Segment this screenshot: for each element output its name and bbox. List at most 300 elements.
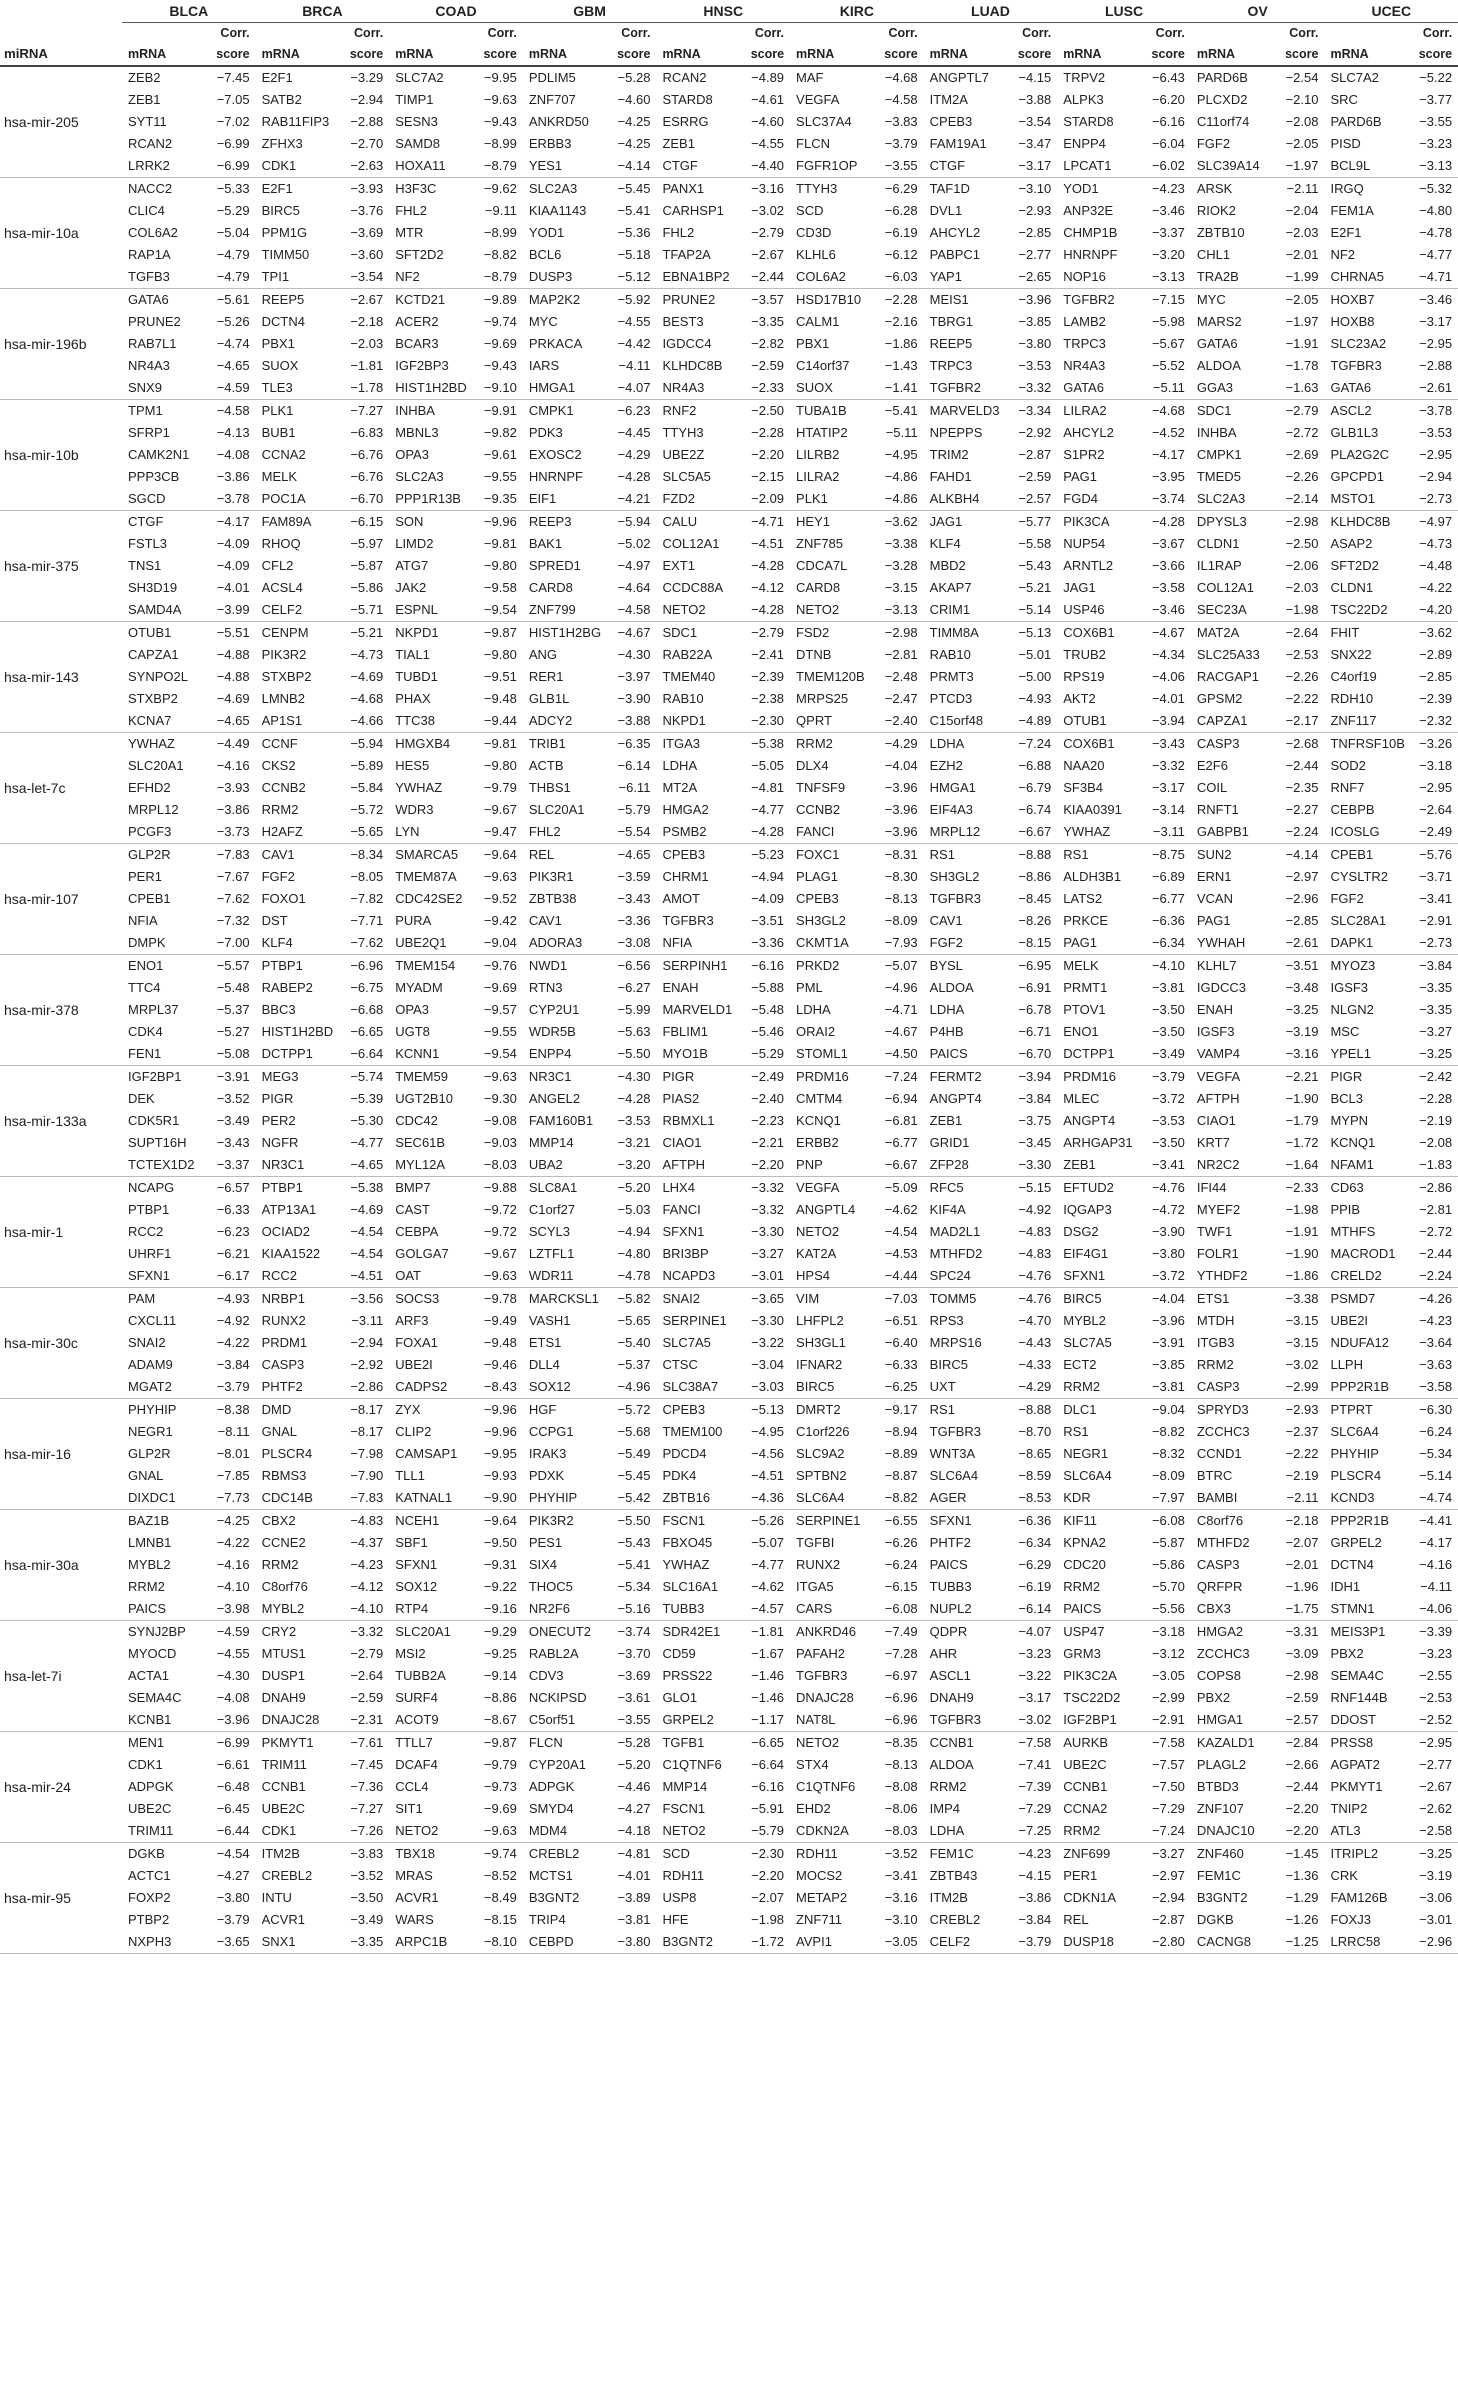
corr-score: −2.61 <box>1410 377 1458 400</box>
corr-score: −4.07 <box>1018 1624 1052 1639</box>
blank-header-cell <box>1057 23 1143 44</box>
corr-score: −2.92 <box>1018 425 1052 440</box>
corr-score: −4.71 <box>884 1002 918 1017</box>
mrna-gene: CEBPD <box>523 1931 609 1954</box>
mrna-gene: CYP20A1 <box>528 1757 586 1772</box>
mrna-gene: RDH10 <box>1330 691 1374 706</box>
corr-score: −6.02 <box>1143 155 1191 178</box>
corr-score: −9.16 <box>475 1598 523 1621</box>
corr-score: −2.72 <box>1285 425 1319 440</box>
corr-score: −6.51 <box>884 1313 918 1328</box>
corr-score: −9.96 <box>483 1424 517 1439</box>
corr-score: −3.17 <box>1018 1690 1052 1705</box>
mrna-gene: SIX4 <box>528 1557 558 1572</box>
mrna-gene: CTGF <box>656 155 742 178</box>
corr-score: −4.76 <box>1151 1180 1185 1195</box>
mrna-gene: FHIT <box>1330 625 1360 640</box>
corr-score: −4.37 <box>350 1535 384 1550</box>
mrna-gene: NDUFA12 <box>1330 1335 1389 1350</box>
table-row <box>0 844 1458 867</box>
corr-score: −5.45 <box>617 1468 651 1483</box>
corr-score: −6.16 <box>751 1779 785 1794</box>
mrna-gene: PRKD2 <box>796 958 840 973</box>
mrna-gene: SFXN1 <box>122 1265 208 1288</box>
corr-score: −8.79 <box>475 266 523 289</box>
corr-score: −3.28 <box>884 558 918 573</box>
mrna-gene: C8orf76 <box>1196 1513 1244 1528</box>
corr-score: −3.15 <box>1285 1335 1319 1350</box>
corr-score: −4.88 <box>216 669 250 684</box>
corr-score: −9.63 <box>475 1265 523 1288</box>
mrna-gene: RDH11 <box>662 1868 705 1883</box>
corr-score: −1.36 <box>1285 1868 1319 1883</box>
mrna-gene: NR2F6 <box>523 1598 609 1621</box>
mrna-gene: TIAL1 <box>395 647 430 662</box>
corr-score: −9.63 <box>483 869 517 884</box>
corr-score: −3.51 <box>1285 958 1319 973</box>
corr-score: −4.93 <box>216 1291 250 1306</box>
mrna-gene: PAM <box>128 1291 156 1306</box>
mrna-gene: TMEM154 <box>395 958 456 973</box>
mrna-gene: KPNA2 <box>1063 1535 1106 1550</box>
corr-score: −5.68 <box>617 1424 651 1439</box>
mrna-gene: BAZ1B <box>128 1513 170 1528</box>
table-row <box>0 377 1458 400</box>
corr-score: −3.86 <box>1018 1890 1052 1905</box>
corr-score: −3.26 <box>1419 736 1453 751</box>
mrna-gene: MYC <box>1196 292 1226 307</box>
mrna-gene: FGF2 <box>1196 136 1231 151</box>
mrna-gene: POC1A <box>256 488 342 511</box>
blank-header-cell <box>1324 23 1410 44</box>
mrna-gene: NKPD1 <box>395 625 439 640</box>
corr-score: −3.73 <box>208 821 256 844</box>
mrna-gene: GABPB1 <box>1191 821 1277 844</box>
mrna-gene: NUP54 <box>1063 536 1106 551</box>
corr-score: −9.46 <box>483 1357 517 1372</box>
corr-score: −9.03 <box>483 1135 517 1150</box>
corr-score: −2.59 <box>1018 469 1052 484</box>
mrna-gene: SLC9A2 <box>796 1446 845 1461</box>
corr-score: −6.97 <box>884 1668 918 1683</box>
corr-score: −4.16 <box>1419 1557 1453 1572</box>
corr-score: −6.99 <box>208 155 256 178</box>
corr-score: −3.52 <box>216 1091 250 1106</box>
mrna-gene: CTSC <box>662 1357 698 1372</box>
corr-score: −4.95 <box>884 447 918 462</box>
corr-score: −3.85 <box>1151 1357 1185 1372</box>
corr-score: −4.69 <box>350 669 384 684</box>
mrna-gene: BEST3 <box>662 314 704 329</box>
cancer-header-kirc: KIRC <box>790 0 924 23</box>
mrna-gene: JAG1 <box>929 514 963 529</box>
corr-score: −3.65 <box>208 1931 256 1954</box>
mrna-gene: FOXO1 <box>261 891 306 906</box>
mrna-gene: MARVELD1 <box>662 1002 733 1017</box>
corr-score: −3.80 <box>1151 1246 1185 1261</box>
corr-score: −7.97 <box>1143 1487 1191 1510</box>
mrna-gene: ACOT9 <box>389 1709 475 1732</box>
corr-score: −2.94 <box>350 92 384 107</box>
corr-score: −6.56 <box>617 958 651 973</box>
mrna-gene: CRIM1 <box>924 599 1010 622</box>
mrna-gene: KIAA1143 <box>528 203 587 218</box>
corr-score: −9.48 <box>483 1335 517 1350</box>
blank-header-cell <box>122 23 208 44</box>
mirna-name: hsa-mir-30c <box>0 1288 122 1399</box>
corr-score: −5.63 <box>617 1024 651 1039</box>
corr-score: −5.88 <box>751 980 785 995</box>
corr-score: −4.94 <box>751 869 785 884</box>
corr-score: −5.36 <box>617 225 651 240</box>
mrna-gene: AHCYL2 <box>929 225 981 240</box>
corr-score: −4.68 <box>1151 403 1185 418</box>
cancer-header-coad: COAD <box>389 0 523 23</box>
corr-score: −4.30 <box>617 647 651 662</box>
corr-score: −4.55 <box>617 314 651 329</box>
mrna-gene: SGCD <box>122 488 208 511</box>
mrna-gene: PAG1 <box>1057 932 1143 955</box>
mrna-gene: RS1 <box>1063 1424 1089 1439</box>
mrna-gene: BYSL <box>929 958 963 973</box>
mrna-gene: DNAJC28 <box>796 1690 854 1705</box>
mrna-gene: PANX1 <box>662 181 705 196</box>
corr-score: −4.65 <box>342 1154 390 1177</box>
corr-score: −9.74 <box>483 314 517 329</box>
mrna-gene: MRPS25 <box>796 691 849 706</box>
corr-score: −2.95 <box>1419 1735 1453 1750</box>
mrna-gene: HMGA1 <box>523 377 609 400</box>
table-row <box>0 755 1458 777</box>
mrna-gene: PTCD3 <box>929 691 973 706</box>
mrna-gene: B3GNT2 <box>656 1931 742 1954</box>
corr-score: −4.22 <box>1419 580 1453 595</box>
mrna-gene: KRT7 <box>1196 1135 1230 1150</box>
corr-score: −3.19 <box>1285 1024 1319 1039</box>
corr-score: −5.01 <box>1018 647 1052 662</box>
corr-score: −3.53 <box>1419 425 1453 440</box>
corr-score: −1.46 <box>751 1668 785 1683</box>
mrna-gene: KCND3 <box>1324 1487 1410 1510</box>
mrna-gene: MRAS <box>395 1868 433 1883</box>
mrna-gene: CLDN1 <box>1330 580 1374 595</box>
corr-score: −9.62 <box>483 181 517 196</box>
mrna-gene: GPSM2 <box>1196 691 1243 706</box>
corr-score: −3.78 <box>1419 403 1453 418</box>
corr-score: −6.08 <box>876 1598 924 1621</box>
mrna-gene: JAK2 <box>395 580 427 595</box>
corr-score: −2.95 <box>1419 336 1453 351</box>
corr-score: −3.16 <box>751 181 785 196</box>
corr-score: −9.73 <box>483 1779 517 1794</box>
mrna-gene: SFXN1 <box>929 1513 972 1528</box>
mrna-gene: CYSLTR2 <box>1330 869 1389 884</box>
corr-score: −9.49 <box>483 1313 517 1328</box>
corr-score: −4.74 <box>216 336 250 351</box>
corr-score: −5.50 <box>609 1043 657 1066</box>
corr-score: −6.34 <box>1018 1535 1052 1550</box>
corr-score: −6.65 <box>350 1024 384 1039</box>
mrna-gene: DNAH9 <box>929 1690 974 1705</box>
mrna-gene: TSC22D2 <box>1324 599 1410 622</box>
mrna-gene: SNX22 <box>1330 647 1372 662</box>
corr-score: −3.96 <box>876 821 924 844</box>
mrna-gene: HEY1 <box>796 514 831 529</box>
mrna-gene: SON <box>395 514 424 529</box>
corr-score: −2.84 <box>1285 1735 1319 1750</box>
corr-score: −7.93 <box>876 932 924 955</box>
mrna-gene: MYADM <box>395 980 443 995</box>
corr-score: −3.54 <box>342 266 390 289</box>
mrna-gene: CDKN1A <box>1063 1890 1117 1905</box>
mrna-gene: PPP2R1B <box>1330 1513 1390 1528</box>
mrna-gene: TRIM2 <box>929 447 969 462</box>
corr-score: −5.40 <box>617 1335 651 1350</box>
corr-score: −2.37 <box>1285 1424 1319 1439</box>
mrna-gene: TIMM50 <box>261 247 310 262</box>
mirna-name: hsa-mir-16 <box>0 1399 122 1510</box>
mrna-gene: SCYL3 <box>528 1224 571 1239</box>
mrna-gene: RRM2 <box>261 802 299 817</box>
mrna-gene: MRPS16 <box>929 1335 982 1350</box>
mrna-gene: MTR <box>395 225 424 240</box>
mrna-gene: RAB7L1 <box>128 336 177 351</box>
mrna-gene: CLDN1 <box>1196 536 1240 551</box>
corr-score: −8.03 <box>876 1820 924 1843</box>
corr-score: −9.63 <box>475 1820 523 1843</box>
mrna-gene: EFTUD2 <box>1063 1180 1114 1195</box>
mrna-gene: RRM2 <box>1057 1820 1143 1843</box>
mrna-gene: PLAGL2 <box>1196 1757 1247 1772</box>
mrna-gene: NF2 <box>1330 247 1356 262</box>
corr-score: −5.71 <box>342 599 390 622</box>
corr-score: −1.46 <box>751 1690 785 1705</box>
corr-score: −3.32 <box>1010 377 1058 400</box>
mrna-gene: TRUB2 <box>1063 647 1106 662</box>
mrna-gene: STX4 <box>796 1757 829 1772</box>
mrna-gene: CRELD2 <box>1324 1265 1410 1288</box>
mirna-name: hsa-mir-205 <box>0 66 122 178</box>
mrna-gene: ZNF799 <box>523 599 609 622</box>
mrna-gene: CASP3 <box>1196 1557 1240 1572</box>
mrna-gene: COL6A2 <box>128 225 178 240</box>
corr-score: −5.41 <box>617 1557 651 1572</box>
corr-score: −3.35 <box>342 1931 390 1954</box>
corr-score: −5.77 <box>1018 514 1052 529</box>
corr-score: −5.72 <box>617 1402 651 1417</box>
corr-score: −5.28 <box>617 1735 651 1750</box>
mrna-gene: NCAPD3 <box>656 1265 742 1288</box>
corr-score: −7.29 <box>1151 1801 1185 1816</box>
mrna-gene: GRID1 <box>929 1135 970 1150</box>
corr-score: −4.83 <box>1018 1246 1052 1261</box>
corr-score: −1.26 <box>1285 1912 1319 1927</box>
table-row <box>0 311 1458 333</box>
blank-header-cell <box>389 23 475 44</box>
corr-score: −5.03 <box>617 1202 651 1217</box>
mrna-gene: LDHA <box>796 1002 831 1017</box>
corr-score: −5.98 <box>1151 314 1185 329</box>
corr-score: −9.63 <box>483 92 517 107</box>
mrna-gene: SMARCA5 <box>395 847 459 862</box>
corr-score: −3.81 <box>1143 1376 1191 1399</box>
mrna-gene: PSMB2 <box>656 821 742 844</box>
corr-score: −6.08 <box>1151 1513 1185 1528</box>
mrna-gene: ANKRD50 <box>528 114 589 129</box>
table-row <box>0 910 1458 932</box>
mrna-gene: ACVR1 <box>261 1912 305 1927</box>
mrna-gene: NR4A3 <box>1063 358 1106 373</box>
mrna-gene: CAV1 <box>261 847 295 862</box>
corr-score: −3.25 <box>1410 1043 1458 1066</box>
mrna-gene: PIAS2 <box>662 1091 700 1106</box>
mrna-gene: SLC2A3 <box>528 181 578 196</box>
mrna-gene: EZH2 <box>929 758 963 773</box>
mrna-gene: CAV1 <box>528 913 562 928</box>
mrna-gene: CHRNA5 <box>1324 266 1410 289</box>
corr-score: −2.20 <box>751 447 785 462</box>
corr-score: −2.20 <box>742 1154 790 1177</box>
mrna-gene: ANGEL2 <box>528 1091 581 1106</box>
corr-score: −4.36 <box>742 1487 790 1510</box>
mrna-gene: CALU <box>662 514 698 529</box>
corr-score: −5.86 <box>1151 1557 1185 1572</box>
mrna-gene: BCL6 <box>528 247 562 262</box>
mrna-gene: PLSCR4 <box>261 1446 313 1461</box>
corr-score: −6.24 <box>1419 1424 1453 1439</box>
corr-score: −2.20 <box>751 1868 785 1883</box>
mrna-gene: ETS1 <box>1196 1291 1230 1306</box>
table-header <box>0 0 1458 66</box>
corr-score: −4.43 <box>1018 1335 1052 1350</box>
mrna-gene: FGD4 <box>1057 488 1143 511</box>
mrna-gene: NFIA <box>656 932 742 955</box>
corr-score: −3.25 <box>1285 1002 1319 1017</box>
mrna-gene: RPS3 <box>929 1313 964 1328</box>
corr-score: −4.77 <box>1419 247 1453 262</box>
corr-score: −6.40 <box>884 1335 918 1350</box>
mrna-gene: CCNB2 <box>261 780 306 795</box>
corr-score: −7.00 <box>208 932 256 955</box>
mrna-gene: UXT <box>924 1376 1010 1399</box>
corr-score: −4.51 <box>342 1265 390 1288</box>
corr-score: −3.35 <box>751 314 785 329</box>
corr-score: −4.28 <box>1151 514 1185 529</box>
mrna-gene: ZNF107 <box>1196 1801 1244 1816</box>
corr-score: −3.94 <box>1143 710 1191 733</box>
corr-score: −2.23 <box>751 1113 785 1128</box>
mrna-gene: NUPL2 <box>924 1598 1010 1621</box>
corr-score: −3.86 <box>216 802 250 817</box>
corr-score: −6.64 <box>751 1757 785 1772</box>
corr-score: −6.89 <box>1151 869 1185 884</box>
mirna-name: hsa-mir-375 <box>0 511 122 622</box>
mrna-gene: COL12A1 <box>662 536 720 551</box>
corr-score: −7.45 <box>216 70 250 85</box>
corr-score: −5.41 <box>617 203 651 218</box>
mrna-gene: FGF2 <box>1330 891 1364 906</box>
corr-score: −7.82 <box>350 891 384 906</box>
table-row <box>0 244 1458 266</box>
mrna-gene: KDR <box>1057 1487 1143 1510</box>
corr-score: −1.91 <box>1285 1224 1319 1239</box>
mrna-gene: NR3C1 <box>256 1154 342 1177</box>
mrna-gene: MTDH <box>1196 1313 1235 1328</box>
mrna-gene: S1PR2 <box>1063 447 1105 462</box>
mrna-gene: FANCI <box>662 1202 701 1217</box>
corr-score: −4.96 <box>609 1376 657 1399</box>
mrna-gene: BCL9L <box>1324 155 1410 178</box>
mrna-gene: PCGF3 <box>122 821 208 844</box>
mrna-gene: YWHAZ <box>662 1557 710 1572</box>
corr-score: −3.69 <box>350 225 384 240</box>
mrna-gene: MBNL3 <box>395 425 439 440</box>
corr-score: −2.48 <box>884 669 918 684</box>
mrna-gene: OTUB1 <box>1057 710 1143 733</box>
mrna-gene: TGFB3 <box>122 266 208 289</box>
header-sub-row <box>0 43 1458 66</box>
corr-score: −2.42 <box>1419 1069 1453 1084</box>
mrna-gene: GLB1L <box>528 691 570 706</box>
mrna-gene: MRPL12 <box>128 802 179 817</box>
table-row <box>0 422 1458 444</box>
mrna-gene: KIAA0391 <box>1063 802 1122 817</box>
mrna-gene: KCNN1 <box>389 1043 475 1066</box>
mrna-gene: KATNAL1 <box>389 1487 475 1510</box>
mrna-gene: ACTA1 <box>128 1668 169 1683</box>
mrna-gene: GLP2R <box>128 1446 171 1461</box>
mrna-gene: INHBA <box>1196 425 1237 440</box>
mrna-gene: RCAN2 <box>662 70 707 85</box>
corr-score: −5.45 <box>617 181 651 196</box>
table-row <box>0 644 1458 666</box>
table-row <box>0 1865 1458 1887</box>
corr-score: −3.50 <box>1151 1135 1185 1150</box>
corr-score: −8.30 <box>884 869 918 884</box>
table-row <box>0 1643 1458 1665</box>
corr-score: −7.61 <box>350 1735 384 1750</box>
mrna-gene: MACROD1 <box>1330 1246 1396 1261</box>
corr-score: −2.33 <box>742 377 790 400</box>
corr-score: −5.50 <box>617 1513 651 1528</box>
corr-score: −5.79 <box>617 802 651 817</box>
mrna-gene: UBE2I <box>1330 1313 1369 1328</box>
corr-score: −5.54 <box>609 821 657 844</box>
table-row <box>0 1709 1458 1732</box>
mrna-gene: PPM1G <box>261 225 308 240</box>
corr-score: −4.10 <box>342 1598 390 1621</box>
corr-score: −4.14 <box>609 155 657 178</box>
mrna-gene: DGKB <box>1196 1912 1234 1927</box>
corr-score: −5.65 <box>617 1313 651 1328</box>
corr-score: −2.40 <box>751 1091 785 1106</box>
corr-score: −4.01 <box>617 1868 651 1883</box>
corr-score: −3.55 <box>1419 114 1453 129</box>
mrna-gene: SLC7A5 <box>1063 1335 1112 1350</box>
mrna-gene: PRKCE <box>1063 913 1109 928</box>
mrna-label: mRNA <box>656 43 742 66</box>
mrna-gene: TUBA1B <box>796 403 847 418</box>
table-row <box>0 1110 1458 1132</box>
mrna-gene: C1QTNF6 <box>796 1779 856 1794</box>
mrna-gene: DUSP1 <box>261 1668 305 1683</box>
table-row <box>0 622 1458 645</box>
mrna-gene: CFL2 <box>261 558 294 573</box>
mrna-gene: GATA6 <box>1196 336 1238 351</box>
table-row <box>0 1776 1458 1798</box>
mrna-gene: SERPINH1 <box>662 958 728 973</box>
mrna-gene: UGT8 <box>395 1024 430 1039</box>
